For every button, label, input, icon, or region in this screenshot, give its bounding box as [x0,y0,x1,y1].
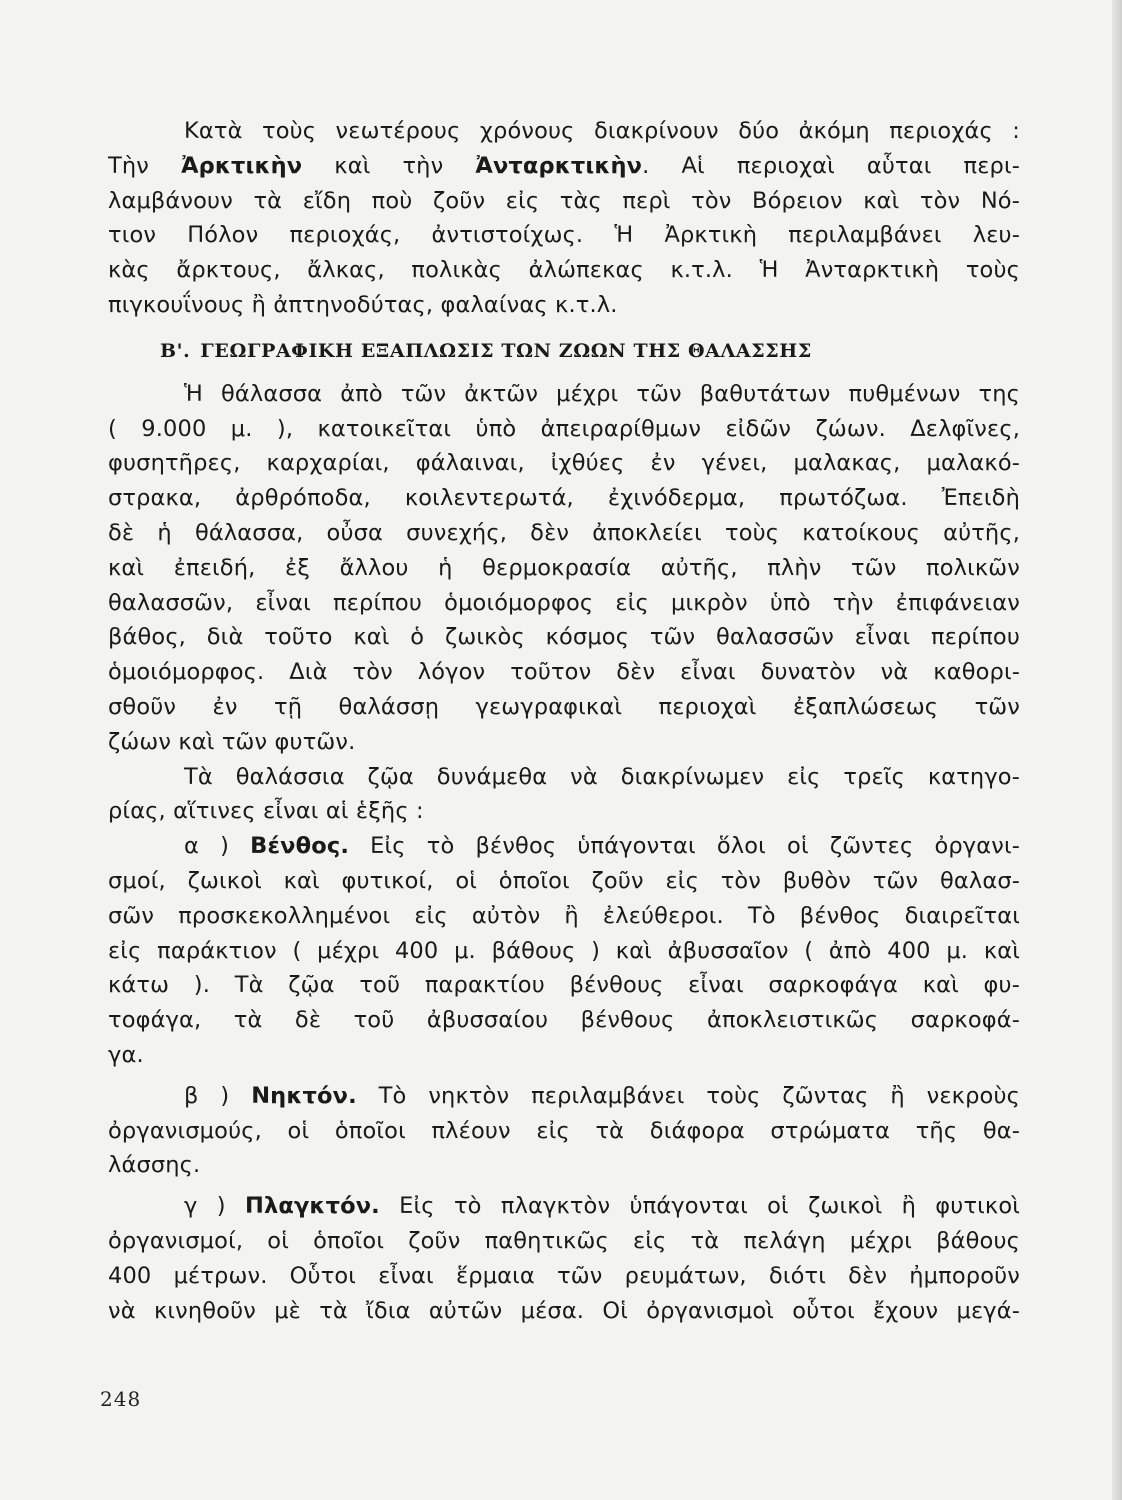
bold-term-benthos: Βένθος. [250,833,350,860]
text-line: σθοῦν ἐν τῇ θαλάσσῃ γεωγραφικαὶ περιοχαὶ ἐξαπλώσεως τῶν [108,693,1020,720]
bold-term-antarctic: Ἀνταρκτικὴν [475,152,643,179]
text-fragment: Τὴν [108,152,150,179]
text-fragment: Εἰς τὸ πλαγκτὸν ὑπάγονται οἱ ζωικοὶ ἢ φυτικοὶ [399,1193,1021,1220]
list-item-nekton [108,1079,1020,1183]
text-line: πιγκουΐνους ἢ ἀπτηνοδύτας, φαλαίνας κ.τ.λ. [108,291,618,318]
text-line: ρίας, αἵτινες εἶναι αἱ ἑξῆς : [108,798,424,825]
list-marker: α ) [184,833,230,860]
text-line: τοφάγα, τὰ δὲ τοῦ ἀβυσσαίου βένθους ἀποκλειστικῶς σαρκοφά- [108,1007,1020,1034]
page-number: 248 [100,1387,142,1411]
text-fragment: Εἰς τὸ βένθος ὑπάγονται ὅλοι οἱ ζῶντες ὀργανι- [370,833,1020,860]
text-line: εἰς παράκτιον ( μέχρι 400 μ. βάθους ) καὶ ἀβυσσαῖον ( ἀπὸ 400 μ. καὶ [108,937,1020,964]
paragraph-polar-regions [108,114,1020,323]
text-line: ζώων καὶ τῶν φυτῶν. [108,728,356,755]
section-heading [108,335,1020,367]
text-line: στρακα, ἀρθρόποδα, κοιλεντερωτά, ἐχινόδερμα, πρωτόζωα. Ἐπειδὴ [108,485,1020,512]
text-line: Τὰ θαλάσσια ζῷα δυνάμεθα νὰ διακρίνωμεν εἰς τρεῖς κατηγο- [184,763,1020,790]
text-line [108,1079,1020,1114]
section-number: Β'. [160,339,191,362]
text-line: λάσσης. [108,1152,201,1179]
text-line [108,829,1020,864]
text-line: νὰ κινηθοῦν μὲ τὰ ἴδια αὐτῶν μέσα. Οἱ ὀργανισμοὶ οὗτοι ἔχουν μεγά- [108,1297,1020,1324]
text-line: γα. [108,1041,144,1068]
list-item-plankton [108,1189,1020,1328]
text-line: καὶ ἐπειδή, ἐξ ἄλλου ἡ θερμοκρασία αὐτῆς, πλὴν τῶν πολικῶν [108,554,1020,581]
bold-term-arctic: Ἀρκτικὴν [181,152,303,179]
body-text [108,114,1020,1328]
text-line: φυσητῆρες, καρχαρίαι, φάλαιναι, ἰχθύες ἐν γένει, μαλακας, μαλακό- [108,450,1020,477]
bold-term-plankton: Πλαγκτόν. [244,1193,380,1220]
text-line: 400 μέτρων. Οὗτοι εἶναι ἕρμαια τῶν ρευμάτων, διότι δὲν ἠμποροῦν [108,1262,1020,1289]
text-line: Κατὰ τοὺς νεωτέρους χρόνους διακρίνουν δύο ἀκόμη περιοχάς : [184,118,1020,144]
text-line: λαμβάνουν τὰ εἴδη ποὺ ζοῦν εἰς τὰς περὶ τὸν Βόρειον καὶ τὸν Νό- [108,187,1020,214]
page-edge-shadow [1112,0,1122,1500]
text-line: δὲ ἡ θάλασσα, οὖσα συνεχής, δὲν ἀποκλείει τοὺς κατοίκους αὐτῆς, [108,519,1020,546]
text-fragment: καὶ τὴν [334,152,444,179]
list-marker: γ ) [184,1193,226,1220]
text-line [108,149,1020,184]
text-line: σῶν προσκεκολλημένοι εἰς αὐτὸν ἢ ἐλεύθεροι. Τὸ βένθος διαιρεῖται [108,902,1020,929]
text-line: σμοί, ζωικοὶ καὶ φυτικοί, οἱ ὁποῖοι ζοῦν εἰς τὸν βυθὸν τῶν θαλασ- [108,867,1020,894]
text-fragment: Τὸ νηκτὸν περιλαμβάνει τοὺς ζῶντας ἢ νεκροὺς [378,1082,1020,1109]
text-line: τιον Πόλον περιοχάς, ἀντιστοίχως. Ἡ Ἀρκτικὴ περιλαμβάνει λευ- [108,222,1020,249]
text-line: κάτω ). Τὰ ζῷα τοῦ παρακτίου βένθους εἶναι σαρκοφάγα καὶ φυ- [108,972,1020,999]
list-item-benthos [108,829,1020,1073]
text-line [108,1189,1020,1224]
text-line: ὁμοιόμορφος. Διὰ τὸν λόγον τοῦτον δὲν εἶναι δυνατὸν νὰ καθορι- [108,659,1020,686]
text-line: βάθος, διὰ τοῦτο καὶ ὁ ζωικὸς κόσμος τῶν θαλασσῶν εἶναι περίπου [108,624,1020,651]
list-marker: β ) [184,1082,230,1109]
text-line: ὀργανισμούς, οἱ ὁποῖοι πλέουν εἰς τὰ διάφορα στρώματα τῆς θα- [108,1117,1020,1144]
text-line: Ἡ θάλασσα ἀπὸ τῶν ἀκτῶν μέχρι τῶν βαθυτάτων πυθμένων της [184,380,1020,407]
paragraph-categories [108,760,1020,830]
text-line: θαλασσῶν, εἶναι περίπου ὁμοιόμορφος εἰς μικρὸν ὑπὸ τὴν ἐπιφάνειαν [108,589,1020,616]
text-line: ( 9.000 μ. ), κατοικεῖται ὑπὸ ἀπειραρίθμων εἰδῶν ζώων. Δελφῖνες, [108,415,1020,442]
paragraph-sea-distribution [108,377,1020,760]
text-line: κὰς ἄρκτους, ἄλκας, πολικὰς ἀλώπεκας κ.τ.λ. Ἡ Ἀνταρκτικὴ τοὺς [108,257,1020,284]
text-fragment: . Αἱ περιοχαὶ αὗται περι- [642,152,1020,179]
bold-term-nekton: Νηκτόν. [251,1082,357,1109]
text-line: ὀργανισμοί, οἱ ὁποῖοι ζοῦν παθητικῶς εἰς τὰ πελάγη μέχρι βάθους [108,1227,1020,1254]
section-title: ΓΕΩΓΡΑΦΙΚΗ ΕΞΑΠΛΩΣΙΣ ΤΩΝ ΖΩΩΝ ΤΗΣ ΘΑΛΑΣΣΗΣ [200,339,812,362]
